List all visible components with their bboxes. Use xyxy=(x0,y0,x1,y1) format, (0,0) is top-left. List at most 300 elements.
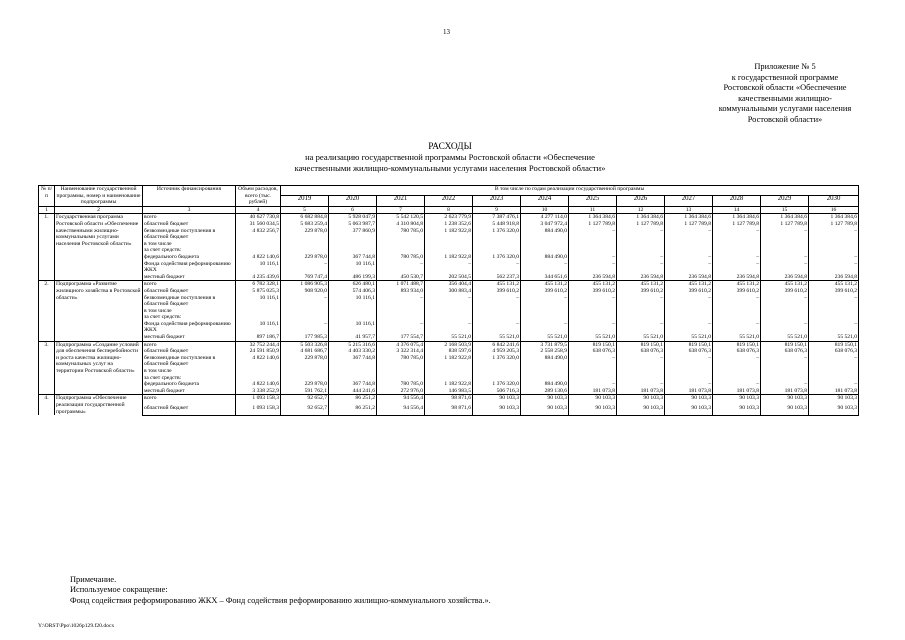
column-number: 5 xyxy=(281,206,329,214)
table-row xyxy=(39,395,859,405)
year-value: 55 521,0 xyxy=(665,334,713,341)
year-value: 819 150,1 xyxy=(569,341,617,348)
year-value: – xyxy=(665,228,713,241)
year-value xyxy=(761,375,809,382)
year-value xyxy=(473,414,521,415)
year-value: – xyxy=(569,321,617,334)
year-value: 638 076,3 xyxy=(713,348,761,355)
year-value: – xyxy=(569,355,617,368)
year-value xyxy=(473,241,521,248)
column-number: 7 xyxy=(377,206,425,214)
total-value xyxy=(236,241,281,248)
table-row xyxy=(39,261,859,274)
year-value: – xyxy=(617,228,665,241)
year-value: 455 131,2 xyxy=(665,281,713,288)
header-source: Источник финансирования xyxy=(143,186,236,207)
page-number: 13 xyxy=(443,28,450,36)
year-value: – xyxy=(761,355,809,368)
funding-source: областной бюджет xyxy=(143,288,236,295)
table-row xyxy=(39,381,859,388)
year-value: 769 747,4 xyxy=(281,274,329,281)
header-name: Наименование государственной программы, номер и наименование подпрограммы xyxy=(55,186,143,207)
year-value xyxy=(617,241,665,248)
year-value xyxy=(329,368,377,375)
total-value: 10 116,1 xyxy=(236,261,281,274)
row-number: 1. xyxy=(39,214,55,281)
year-value: 1 376 320,0 xyxy=(473,355,521,368)
year-value xyxy=(377,314,425,321)
year-value: 819 150,1 xyxy=(617,341,665,348)
year-value: 4 681 686,7 xyxy=(281,348,329,355)
column-number: 8 xyxy=(425,206,473,214)
year-value: – xyxy=(569,295,617,308)
program-name: Государственная программа Ростовской области «Обеспечение качественными жилищно-коммунальными услугами населения Ростовской области» xyxy=(55,214,143,281)
year-value: 90 103,3 xyxy=(761,395,809,405)
year-value: – xyxy=(377,295,425,308)
year-value: 90 103,3 xyxy=(665,395,713,405)
year-header: 2024 xyxy=(521,196,569,206)
year-value: – xyxy=(281,261,329,274)
year-value: – xyxy=(617,355,665,368)
year-value: 3 047 972,4 xyxy=(521,221,569,228)
column-number: 16 xyxy=(809,206,859,214)
year-value: – xyxy=(809,355,859,368)
year-value xyxy=(713,375,761,382)
year-value: 94 556,4 xyxy=(377,405,425,414)
year-value: – xyxy=(809,254,859,261)
year-value: 177 985,3 xyxy=(281,334,329,341)
funding-source: областной бюджет xyxy=(143,348,236,355)
year-value: 399 610,2 xyxy=(665,288,713,295)
funding-source: местный бюджет xyxy=(143,274,236,281)
appendix-line: Ростовской области «Обеспечение xyxy=(723,83,847,93)
table-row xyxy=(39,405,859,414)
year-value: – xyxy=(713,355,761,368)
year-value: 300 883,4 xyxy=(425,288,473,295)
year-value: 377 860,9 xyxy=(329,228,377,241)
column-number: 9 xyxy=(473,206,521,214)
funding-source: федерального бюджета xyxy=(143,254,236,261)
year-value: 90 103,3 xyxy=(809,395,859,405)
year-value: 455 131,2 xyxy=(761,281,809,288)
document-title xyxy=(200,142,700,173)
funding-source: безвозмездные поступления в областной бюджет xyxy=(143,355,236,368)
year-value: – xyxy=(665,295,713,308)
table-row xyxy=(39,247,859,254)
year-value: – xyxy=(809,321,859,334)
total-value: 1 093 158,3 xyxy=(236,405,281,414)
year-value: 229 878,0 xyxy=(281,381,329,388)
year-value xyxy=(377,308,425,315)
year-value: – xyxy=(665,355,713,368)
year-value xyxy=(617,368,665,375)
year-value xyxy=(809,368,859,375)
header-no: № п/п xyxy=(39,186,55,207)
year-value: 236 594,8 xyxy=(617,274,665,281)
table-row xyxy=(39,375,859,382)
year-value: 1 364 384,6 xyxy=(665,214,713,221)
table-row xyxy=(39,295,859,308)
column-number: 2 xyxy=(55,206,143,214)
year-value: – xyxy=(377,261,425,274)
year-value: 1 127 789,8 xyxy=(809,221,859,228)
title-heading: РАСХОДЫ xyxy=(428,142,472,152)
year-value: 229 878,0 xyxy=(281,355,329,368)
year-value: 7 387 476,1 xyxy=(473,214,521,221)
year-value: – xyxy=(569,228,617,241)
year-value: – xyxy=(281,321,329,334)
year-value xyxy=(473,375,521,382)
column-number-row xyxy=(39,206,859,214)
year-value xyxy=(281,314,329,321)
year-value: 5 683 259,4 xyxy=(281,221,329,228)
year-value: – xyxy=(521,261,569,274)
year-value: 1 238 352,6 xyxy=(425,221,473,228)
year-value: 90 103,3 xyxy=(569,405,617,414)
year-value xyxy=(329,247,377,254)
year-value: – xyxy=(569,261,617,274)
table-row xyxy=(39,221,859,228)
year-value xyxy=(761,241,809,248)
year-value: 5 215 316,6 xyxy=(329,341,377,348)
year-value xyxy=(473,368,521,375)
year-value xyxy=(377,241,425,248)
year-value xyxy=(281,308,329,315)
total-value: 40 627 730,8 xyxy=(236,214,281,221)
year-value: – xyxy=(569,254,617,261)
year-value: – xyxy=(713,321,761,334)
year-value xyxy=(617,247,665,254)
year-value: 399 610,2 xyxy=(569,288,617,295)
year-value: 289 130,6 xyxy=(521,388,569,395)
year-value: – xyxy=(473,261,521,274)
year-value xyxy=(281,375,329,382)
year-value: – xyxy=(377,321,425,334)
table-body xyxy=(39,214,859,415)
year-value: 55 521,0 xyxy=(761,334,809,341)
year-value: 90 103,3 xyxy=(809,405,859,414)
year-value: 780 785,0 xyxy=(377,228,425,241)
year-value: – xyxy=(761,261,809,274)
year-value xyxy=(473,247,521,254)
year-value: 574 406,3 xyxy=(329,288,377,295)
year-value: 780 785,0 xyxy=(377,355,425,368)
year-value xyxy=(521,375,569,382)
year-value: 819 150,1 xyxy=(713,341,761,348)
program-name: Подпрограмма «Развитие жилищного хозяйства в Ростовской области» xyxy=(55,281,143,341)
year-value xyxy=(425,375,473,382)
year-value xyxy=(329,414,377,415)
year-value xyxy=(809,375,859,382)
total-value xyxy=(236,368,281,375)
total-value: 10 116,1 xyxy=(236,295,281,308)
year-value: 90 103,3 xyxy=(761,405,809,414)
total-value: 4 832 256,7 xyxy=(236,228,281,241)
year-value: – xyxy=(665,321,713,334)
total-value: 4 235 439,6 xyxy=(236,274,281,281)
year-value: 2 168 503,9 xyxy=(425,341,473,348)
year-value: 1 364 384,6 xyxy=(809,214,859,221)
year-value: 90 103,3 xyxy=(665,405,713,414)
note-abbrev-definition: Фонд содействия реформированию ЖКХ – Фонд содействия реформированию жилищно-коммунального хозяйства.». xyxy=(70,595,491,605)
year-value xyxy=(521,247,569,254)
year-value: 506 716,3 xyxy=(473,388,521,395)
title-line: качественными жилищно-коммунальными услугами населения Ростовской области» xyxy=(294,162,606,173)
year-value: 1 127 789,8 xyxy=(761,221,809,228)
year-value: 1 182 922,8 xyxy=(425,381,473,388)
year-value xyxy=(425,414,473,415)
year-value: 5 063 987,7 xyxy=(329,221,377,228)
year-value: 181 073,8 xyxy=(713,388,761,395)
year-value xyxy=(665,241,713,248)
year-value: – xyxy=(425,321,473,334)
year-value: 5 928 047,9 xyxy=(329,214,377,221)
table-row xyxy=(39,348,859,355)
total-value: 1 093 158,3 xyxy=(236,395,281,405)
year-value: 272 976,0 xyxy=(377,388,425,395)
year-value: – xyxy=(809,295,859,308)
year-value xyxy=(329,314,377,321)
year-value: 399 610,2 xyxy=(473,288,521,295)
year-value: 356 404,4 xyxy=(425,281,473,288)
column-number: 4 xyxy=(236,206,281,214)
year-value: 90 103,3 xyxy=(617,405,665,414)
funding-source: областной бюджет xyxy=(143,221,236,228)
year-value xyxy=(425,314,473,321)
year-value: – xyxy=(713,381,761,388)
year-value: 236 594,8 xyxy=(761,274,809,281)
year-value: – xyxy=(809,381,859,388)
total-value: 6 782 328,1 xyxy=(236,281,281,288)
year-header: 2025 xyxy=(569,196,617,206)
funding-source: всего xyxy=(143,395,236,405)
year-value xyxy=(665,247,713,254)
year-value xyxy=(809,308,859,315)
year-value: 399 610,2 xyxy=(761,288,809,295)
year-value: 55 521,0 xyxy=(809,334,859,341)
year-value: 90 103,3 xyxy=(521,395,569,405)
year-value: 202 504,5 xyxy=(425,274,473,281)
year-value: 455 131,2 xyxy=(809,281,859,288)
appendix-line: Ростовской области» xyxy=(747,114,823,124)
year-value xyxy=(281,368,329,375)
table-row xyxy=(39,388,859,395)
year-value: 146 983,5 xyxy=(425,388,473,395)
year-value: 838 597,6 xyxy=(425,348,473,355)
year-value: 5 503 326,8 xyxy=(281,341,329,348)
year-value: 1 364 384,6 xyxy=(617,214,665,221)
total-value: 24 591 850,9 xyxy=(236,348,281,355)
year-value: – xyxy=(713,228,761,241)
year-value: 6 842 241,6 xyxy=(473,341,521,348)
total-value xyxy=(236,375,281,382)
total-value: 897 186,7 xyxy=(236,334,281,341)
year-value: 1 376 320,0 xyxy=(473,381,521,388)
year-value: 638 076,3 xyxy=(617,348,665,355)
column-number: 11 xyxy=(569,206,617,214)
year-value: 591 762,1 xyxy=(281,388,329,395)
year-value: 638 076,3 xyxy=(665,348,713,355)
year-value xyxy=(377,414,425,415)
row-number: 2. xyxy=(39,281,55,341)
year-value: 884 490,0 xyxy=(521,228,569,241)
year-value xyxy=(665,314,713,321)
year-value: 344 651,6 xyxy=(521,274,569,281)
year-header: 2028 xyxy=(713,196,761,206)
row-number: 3. xyxy=(39,341,55,395)
year-value xyxy=(713,241,761,248)
program-name: Подпрограмма «Обеспечение реализации государственной программы» xyxy=(55,395,143,415)
year-value xyxy=(713,414,761,415)
table-row xyxy=(39,281,859,288)
year-value: – xyxy=(521,295,569,308)
year-value xyxy=(329,308,377,315)
funding-source xyxy=(143,414,236,415)
year-value: 90 103,3 xyxy=(713,395,761,405)
year-value xyxy=(377,375,425,382)
year-value xyxy=(521,314,569,321)
year-value: – xyxy=(761,254,809,261)
row-number: 4. xyxy=(39,395,55,415)
year-value: 444 241,6 xyxy=(329,388,377,395)
table-row xyxy=(39,321,859,334)
year-value xyxy=(569,314,617,321)
year-value: 236 594,8 xyxy=(809,274,859,281)
year-value: 181 073,8 xyxy=(761,388,809,395)
year-value xyxy=(713,308,761,315)
column-number: 13 xyxy=(665,206,713,214)
year-value: 626 480,1 xyxy=(329,281,377,288)
note-title: Примечание. xyxy=(70,575,117,584)
year-value: – xyxy=(809,261,859,274)
column-number: 10 xyxy=(521,206,569,214)
year-value: – xyxy=(713,254,761,261)
year-value: – xyxy=(713,261,761,274)
year-value: 10 116,1 xyxy=(329,321,377,334)
year-value xyxy=(329,241,377,248)
year-value: 4 310 804,8 xyxy=(377,221,425,228)
year-value: – xyxy=(473,295,521,308)
year-value: 90 103,3 xyxy=(473,405,521,414)
year-value: 94 556,4 xyxy=(377,395,425,405)
total-value xyxy=(236,314,281,321)
year-value: 90 103,3 xyxy=(617,395,665,405)
year-value: 455 131,2 xyxy=(473,281,521,288)
table-row xyxy=(39,228,859,241)
year-value: 90 103,3 xyxy=(569,395,617,405)
table-row xyxy=(39,341,859,348)
year-value: 2 623 779,9 xyxy=(425,214,473,221)
column-number: 6 xyxy=(329,206,377,214)
year-value: 10 116,1 xyxy=(329,261,377,274)
total-value: 4 822 140,6 xyxy=(236,355,281,368)
appendix-line: коммунальными услугами населения xyxy=(718,104,852,114)
column-number: 3 xyxy=(143,206,236,214)
year-value: 455 131,2 xyxy=(617,281,665,288)
year-value: 1 127 789,8 xyxy=(569,221,617,228)
year-value: 367 744,8 xyxy=(329,254,377,261)
funding-source: Фонда содействия реформированию ЖКХ xyxy=(143,321,236,334)
year-value xyxy=(281,241,329,248)
year-value: 92 652,7 xyxy=(281,395,329,405)
title-line: на реализацию государственной программы Ростовской области «Обеспечение xyxy=(305,152,595,163)
year-value: – xyxy=(665,261,713,274)
year-value xyxy=(713,247,761,254)
year-value xyxy=(665,368,713,375)
year-value: 5 542 120,5 xyxy=(377,214,425,221)
year-value xyxy=(377,247,425,254)
year-value xyxy=(617,308,665,315)
year-value: – xyxy=(281,295,329,308)
funding-source: в том числе xyxy=(143,241,236,248)
year-value: 819 150,1 xyxy=(665,341,713,348)
year-value: 2 558 258,9 xyxy=(521,348,569,355)
year-value: – xyxy=(617,381,665,388)
year-value: 181 073,8 xyxy=(569,388,617,395)
year-value: 236 594,8 xyxy=(713,274,761,281)
funding-source: безвозмездные поступления в областной бюджет xyxy=(143,295,236,308)
year-value xyxy=(329,375,377,382)
total-value: 10 116,1 xyxy=(236,321,281,334)
expenses-table xyxy=(38,185,859,416)
year-value: 4 277 114,0 xyxy=(521,214,569,221)
year-header: 2022 xyxy=(425,196,473,206)
year-header: 2020 xyxy=(329,196,377,206)
table-row xyxy=(39,308,859,315)
year-value: 455 131,2 xyxy=(569,281,617,288)
year-value xyxy=(569,368,617,375)
table-row xyxy=(39,274,859,281)
year-value: – xyxy=(761,321,809,334)
total-value xyxy=(236,308,281,315)
year-value: 455 131,2 xyxy=(713,281,761,288)
year-value: 4 403 330,2 xyxy=(329,348,377,355)
appendix-line: Приложение № 5 xyxy=(754,62,816,71)
year-value xyxy=(809,314,859,321)
year-value: 55 521,0 xyxy=(569,334,617,341)
year-value: 55 521,0 xyxy=(617,334,665,341)
column-number: 15 xyxy=(761,206,809,214)
year-value: 893 934,0 xyxy=(377,288,425,295)
year-value: 236 594,8 xyxy=(665,274,713,281)
note-abbrev-heading: Используемое сокращение: xyxy=(70,585,168,595)
year-value: 486 199,3 xyxy=(329,274,377,281)
year-value xyxy=(521,308,569,315)
year-value: – xyxy=(809,228,859,241)
year-value: 236 594,8 xyxy=(569,274,617,281)
year-value: 908 920,0 xyxy=(281,288,329,295)
year-value: 1 127 789,8 xyxy=(617,221,665,228)
year-value xyxy=(569,247,617,254)
year-value: 450 530,7 xyxy=(377,274,425,281)
year-header: 2019 xyxy=(281,196,329,206)
year-value: – xyxy=(761,295,809,308)
notes-block xyxy=(70,575,491,606)
appendix-block xyxy=(670,62,900,126)
year-value: 3 322 314,4 xyxy=(377,348,425,355)
year-value: 1 364 384,6 xyxy=(569,214,617,221)
table-row xyxy=(39,314,859,321)
year-value xyxy=(809,414,859,415)
year-value xyxy=(809,241,859,248)
table-row xyxy=(39,254,859,261)
year-value xyxy=(761,308,809,315)
year-value xyxy=(809,247,859,254)
year-value: 55 521,0 xyxy=(473,334,521,341)
year-value: 367 744,8 xyxy=(329,381,377,388)
funding-source: всего xyxy=(143,214,236,221)
year-value: 638 076,3 xyxy=(761,348,809,355)
